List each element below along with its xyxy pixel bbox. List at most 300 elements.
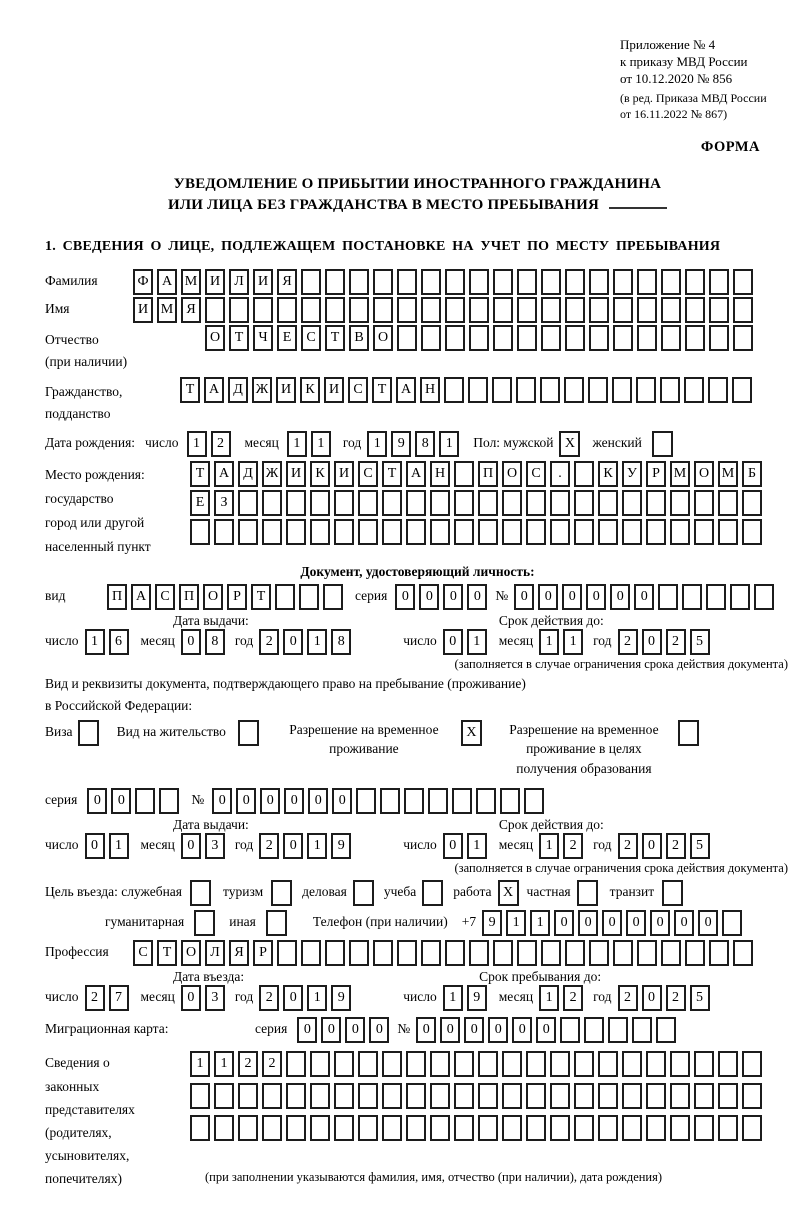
char-cell[interactable]: 6 — [109, 629, 129, 655]
char-cell[interactable]: 1 — [307, 985, 327, 1011]
char-cell[interactable] — [454, 461, 474, 487]
char-cell[interactable] — [550, 519, 570, 545]
char-cell[interactable]: Т — [190, 461, 210, 487]
char-cell[interactable] — [574, 490, 594, 516]
char-cell[interactable]: 0 — [538, 584, 558, 610]
char-cell[interactable] — [622, 490, 642, 516]
char-cell[interactable]: И — [324, 377, 344, 403]
char-cell[interactable] — [421, 269, 441, 295]
char-cell[interactable] — [742, 1083, 762, 1109]
char-cell[interactable] — [502, 519, 522, 545]
char-cell[interactable] — [286, 519, 306, 545]
char-cell[interactable] — [613, 940, 633, 966]
char-cell[interactable]: Т — [229, 325, 249, 351]
char-cell[interactable]: И — [205, 269, 225, 295]
purpose-tourism-checkbox[interactable] — [271, 880, 292, 906]
char-cell[interactable]: 2 — [666, 833, 686, 859]
char-cell[interactable]: Ж — [262, 461, 282, 487]
char-cell[interactable]: 0 — [443, 629, 463, 655]
char-cell[interactable] — [478, 519, 498, 545]
char-cell[interactable]: Т — [251, 584, 271, 610]
char-cell[interactable] — [469, 325, 489, 351]
char-cell[interactable]: 2 — [211, 431, 231, 457]
char-cell[interactable] — [517, 297, 537, 323]
char-cell[interactable] — [404, 788, 424, 814]
char-cell[interactable]: 2 — [259, 833, 279, 859]
char-cell[interactable] — [589, 325, 609, 351]
char-cell[interactable]: 2 — [666, 985, 686, 1011]
char-cell[interactable] — [500, 788, 520, 814]
char-cell[interactable]: 3 — [205, 985, 225, 1011]
char-cell[interactable]: 0 — [260, 788, 280, 814]
title-blank-underline[interactable] — [609, 195, 667, 209]
char-cell[interactable] — [709, 325, 729, 351]
char-cell[interactable] — [526, 519, 546, 545]
char-cell[interactable]: М — [718, 461, 738, 487]
char-cell[interactable] — [502, 1051, 522, 1077]
char-cell[interactable]: 0 — [416, 1017, 436, 1043]
char-cell[interactable] — [190, 1115, 210, 1141]
char-cell[interactable] — [646, 519, 666, 545]
char-cell[interactable]: 2 — [618, 629, 638, 655]
char-cell[interactable] — [310, 490, 330, 516]
char-cell[interactable]: 1 — [467, 629, 487, 655]
char-cell[interactable] — [733, 325, 753, 351]
char-cell[interactable] — [373, 297, 393, 323]
char-cell[interactable]: С — [526, 461, 546, 487]
char-cell[interactable] — [540, 377, 560, 403]
char-cell[interactable] — [598, 1115, 618, 1141]
char-cell[interactable]: 0 — [650, 910, 670, 936]
char-cell[interactable]: 5 — [690, 985, 710, 1011]
char-cell[interactable] — [135, 788, 155, 814]
char-cell[interactable]: 0 — [345, 1017, 365, 1043]
residence-permit-checkbox[interactable] — [238, 720, 259, 746]
char-cell[interactable]: О — [205, 325, 225, 351]
char-cell[interactable] — [190, 1083, 210, 1109]
char-cell[interactable] — [541, 940, 561, 966]
gender-female-checkbox[interactable] — [652, 431, 673, 457]
visa-checkbox[interactable] — [78, 720, 99, 746]
char-cell[interactable]: 8 — [415, 431, 435, 457]
char-cell[interactable] — [646, 1083, 666, 1109]
char-cell[interactable]: 0 — [578, 910, 598, 936]
char-cell[interactable]: А — [396, 377, 416, 403]
char-cell[interactable] — [310, 1083, 330, 1109]
char-cell[interactable] — [358, 490, 378, 516]
char-cell[interactable]: Я — [181, 297, 201, 323]
char-cell[interactable] — [564, 377, 584, 403]
char-cell[interactable] — [718, 1115, 738, 1141]
char-cell[interactable] — [214, 519, 234, 545]
char-cell[interactable]: 0 — [536, 1017, 556, 1043]
char-cell[interactable]: 0 — [85, 833, 105, 859]
char-cell[interactable]: 1 — [530, 910, 550, 936]
char-cell[interactable] — [709, 269, 729, 295]
char-cell[interactable]: 0 — [369, 1017, 389, 1043]
char-cell[interactable] — [492, 377, 512, 403]
char-cell[interactable]: О — [502, 461, 522, 487]
char-cell[interactable] — [406, 1083, 426, 1109]
char-cell[interactable]: С — [301, 325, 321, 351]
char-cell[interactable] — [622, 1083, 642, 1109]
char-cell[interactable]: А — [406, 461, 426, 487]
char-cell[interactable] — [380, 788, 400, 814]
char-cell[interactable]: Б — [742, 461, 762, 487]
char-cell[interactable] — [565, 940, 585, 966]
char-cell[interactable] — [325, 940, 345, 966]
char-cell[interactable]: 0 — [642, 629, 662, 655]
char-cell[interactable]: И — [276, 377, 296, 403]
purpose-other-checkbox[interactable] — [266, 910, 287, 936]
char-cell[interactable] — [706, 584, 726, 610]
char-cell[interactable] — [709, 297, 729, 323]
char-cell[interactable]: 2 — [259, 985, 279, 1011]
char-cell[interactable]: 2 — [563, 833, 583, 859]
char-cell[interactable] — [430, 519, 450, 545]
char-cell[interactable]: 1 — [506, 910, 526, 936]
char-cell[interactable] — [238, 519, 258, 545]
char-cell[interactable] — [732, 377, 752, 403]
char-cell[interactable] — [622, 1115, 642, 1141]
char-cell[interactable] — [694, 490, 714, 516]
char-cell[interactable]: И — [253, 269, 273, 295]
char-cell[interactable] — [637, 269, 657, 295]
char-cell[interactable] — [526, 1083, 546, 1109]
char-cell[interactable]: К — [310, 461, 330, 487]
char-cell[interactable] — [708, 377, 728, 403]
char-cell[interactable] — [661, 940, 681, 966]
char-cell[interactable] — [589, 269, 609, 295]
char-cell[interactable]: Т — [372, 377, 392, 403]
char-cell[interactable] — [159, 788, 179, 814]
char-cell[interactable] — [444, 377, 464, 403]
char-cell[interactable] — [428, 788, 448, 814]
char-cell[interactable]: 0 — [181, 985, 201, 1011]
char-cell[interactable] — [349, 297, 369, 323]
char-cell[interactable] — [718, 490, 738, 516]
char-cell[interactable] — [452, 788, 472, 814]
char-cell[interactable]: П — [179, 584, 199, 610]
char-cell[interactable]: 0 — [332, 788, 352, 814]
char-cell[interactable] — [565, 269, 585, 295]
char-cell[interactable] — [656, 1017, 676, 1043]
char-cell[interactable] — [277, 940, 297, 966]
char-cell[interactable] — [541, 269, 561, 295]
char-cell[interactable]: 0 — [284, 788, 304, 814]
char-cell[interactable]: А — [214, 461, 234, 487]
char-cell[interactable]: Е — [190, 490, 210, 516]
char-cell[interactable] — [358, 519, 378, 545]
char-cell[interactable]: 0 — [634, 584, 654, 610]
char-cell[interactable] — [526, 1115, 546, 1141]
char-cell[interactable]: 1 — [109, 833, 129, 859]
char-cell[interactable]: 9 — [391, 431, 411, 457]
char-cell[interactable] — [685, 297, 705, 323]
char-cell[interactable]: И — [286, 461, 306, 487]
char-cell[interactable]: 2 — [85, 985, 105, 1011]
char-cell[interactable]: 1 — [311, 431, 331, 457]
char-cell[interactable] — [684, 377, 704, 403]
char-cell[interactable] — [646, 1051, 666, 1077]
char-cell[interactable]: 8 — [331, 629, 351, 655]
char-cell[interactable]: М — [157, 297, 177, 323]
char-cell[interactable] — [238, 1115, 258, 1141]
char-cell[interactable] — [469, 269, 489, 295]
char-cell[interactable] — [478, 1115, 498, 1141]
char-cell[interactable]: К — [300, 377, 320, 403]
char-cell[interactable]: 1 — [187, 431, 207, 457]
char-cell[interactable]: Р — [227, 584, 247, 610]
char-cell[interactable] — [694, 519, 714, 545]
char-cell[interactable] — [205, 297, 225, 323]
char-cell[interactable]: 1 — [539, 629, 559, 655]
char-cell[interactable]: И — [334, 461, 354, 487]
char-cell[interactable]: 0 — [698, 910, 718, 936]
char-cell[interactable] — [286, 1115, 306, 1141]
char-cell[interactable]: С — [133, 940, 153, 966]
char-cell[interactable] — [493, 325, 513, 351]
char-cell[interactable]: 9 — [331, 833, 351, 859]
purpose-private-checkbox[interactable] — [577, 880, 598, 906]
char-cell[interactable] — [262, 490, 282, 516]
char-cell[interactable]: 0 — [440, 1017, 460, 1043]
char-cell[interactable]: Ж — [252, 377, 272, 403]
char-cell[interactable] — [454, 1115, 474, 1141]
char-cell[interactable] — [516, 377, 536, 403]
char-cell[interactable] — [742, 490, 762, 516]
char-cell[interactable] — [310, 1051, 330, 1077]
char-cell[interactable] — [214, 1083, 234, 1109]
char-cell[interactable]: М — [181, 269, 201, 295]
char-cell[interactable] — [622, 519, 642, 545]
char-cell[interactable] — [661, 325, 681, 351]
char-cell[interactable] — [275, 584, 295, 610]
char-cell[interactable] — [622, 1051, 642, 1077]
char-cell[interactable]: 2 — [618, 833, 638, 859]
char-cell[interactable]: 2 — [262, 1051, 282, 1077]
char-cell[interactable] — [636, 377, 656, 403]
char-cell[interactable]: 0 — [443, 584, 463, 610]
char-cell[interactable] — [517, 940, 537, 966]
char-cell[interactable]: Е — [277, 325, 297, 351]
char-cell[interactable] — [550, 490, 570, 516]
char-cell[interactable] — [349, 269, 369, 295]
char-cell[interactable] — [454, 1083, 474, 1109]
char-cell[interactable]: 9 — [331, 985, 351, 1011]
char-cell[interactable]: 1 — [439, 431, 459, 457]
char-cell[interactable]: О — [181, 940, 201, 966]
char-cell[interactable]: . — [550, 461, 570, 487]
char-cell[interactable] — [310, 1115, 330, 1141]
char-cell[interactable] — [670, 1115, 690, 1141]
char-cell[interactable]: 1 — [214, 1051, 234, 1077]
char-cell[interactable] — [397, 325, 417, 351]
char-cell[interactable]: З — [214, 490, 234, 516]
char-cell[interactable] — [733, 269, 753, 295]
char-cell[interactable]: 0 — [181, 833, 201, 859]
char-cell[interactable] — [430, 490, 450, 516]
char-cell[interactable]: К — [598, 461, 618, 487]
char-cell[interactable]: Н — [430, 461, 450, 487]
char-cell[interactable]: 0 — [602, 910, 622, 936]
char-cell[interactable]: 0 — [181, 629, 201, 655]
char-cell[interactable] — [637, 325, 657, 351]
char-cell[interactable] — [574, 1083, 594, 1109]
char-cell[interactable]: 1 — [467, 833, 487, 859]
char-cell[interactable]: 0 — [626, 910, 646, 936]
char-cell[interactable] — [598, 1083, 618, 1109]
char-cell[interactable] — [598, 519, 618, 545]
char-cell[interactable] — [598, 490, 618, 516]
char-cell[interactable]: Л — [229, 269, 249, 295]
char-cell[interactable]: 0 — [554, 910, 574, 936]
char-cell[interactable]: 0 — [297, 1017, 317, 1043]
char-cell[interactable] — [718, 1083, 738, 1109]
char-cell[interactable] — [682, 584, 702, 610]
char-cell[interactable] — [661, 297, 681, 323]
char-cell[interactable] — [754, 584, 774, 610]
char-cell[interactable]: А — [131, 584, 151, 610]
char-cell[interactable] — [694, 1115, 714, 1141]
char-cell[interactable]: Р — [646, 461, 666, 487]
char-cell[interactable] — [325, 297, 345, 323]
char-cell[interactable] — [550, 1115, 570, 1141]
char-cell[interactable]: 1 — [539, 985, 559, 1011]
char-cell[interactable]: 9 — [467, 985, 487, 1011]
char-cell[interactable] — [613, 325, 633, 351]
char-cell[interactable] — [445, 940, 465, 966]
char-cell[interactable]: Ф — [133, 269, 153, 295]
char-cell[interactable]: 0 — [674, 910, 694, 936]
char-cell[interactable]: 0 — [642, 833, 662, 859]
char-cell[interactable] — [253, 297, 273, 323]
char-cell[interactable]: С — [348, 377, 368, 403]
char-cell[interactable] — [733, 940, 753, 966]
char-cell[interactable] — [526, 490, 546, 516]
char-cell[interactable] — [598, 1051, 618, 1077]
char-cell[interactable] — [632, 1017, 652, 1043]
char-cell[interactable]: 0 — [464, 1017, 484, 1043]
char-cell[interactable] — [612, 377, 632, 403]
char-cell[interactable] — [718, 1051, 738, 1077]
char-cell[interactable] — [694, 1051, 714, 1077]
char-cell[interactable] — [670, 490, 690, 516]
char-cell[interactable]: П — [107, 584, 127, 610]
char-cell[interactable]: 1 — [190, 1051, 210, 1077]
char-cell[interactable]: 0 — [443, 833, 463, 859]
char-cell[interactable]: 0 — [467, 584, 487, 610]
char-cell[interactable]: 0 — [419, 584, 439, 610]
char-cell[interactable] — [358, 1115, 378, 1141]
char-cell[interactable] — [550, 1051, 570, 1077]
char-cell[interactable] — [742, 519, 762, 545]
char-cell[interactable]: 1 — [563, 629, 583, 655]
char-cell[interactable] — [493, 940, 513, 966]
char-cell[interactable] — [356, 788, 376, 814]
char-cell[interactable] — [373, 269, 393, 295]
char-cell[interactable] — [718, 519, 738, 545]
char-cell[interactable] — [286, 1083, 306, 1109]
char-cell[interactable]: 0 — [321, 1017, 341, 1043]
char-cell[interactable] — [550, 1083, 570, 1109]
char-cell[interactable] — [310, 519, 330, 545]
char-cell[interactable] — [589, 297, 609, 323]
char-cell[interactable] — [445, 297, 465, 323]
char-cell[interactable]: 0 — [283, 629, 303, 655]
char-cell[interactable] — [382, 490, 402, 516]
char-cell[interactable] — [685, 940, 705, 966]
char-cell[interactable]: 1 — [85, 629, 105, 655]
char-cell[interactable]: Т — [157, 940, 177, 966]
char-cell[interactable]: 5 — [690, 833, 710, 859]
char-cell[interactable]: 2 — [618, 985, 638, 1011]
char-cell[interactable] — [262, 1083, 282, 1109]
char-cell[interactable] — [658, 584, 678, 610]
char-cell[interactable] — [421, 297, 441, 323]
char-cell[interactable]: 0 — [512, 1017, 532, 1043]
char-cell[interactable]: 0 — [212, 788, 232, 814]
char-cell[interactable] — [670, 1051, 690, 1077]
char-cell[interactable] — [660, 377, 680, 403]
char-cell[interactable] — [406, 1051, 426, 1077]
char-cell[interactable] — [406, 1115, 426, 1141]
temp-residence-edu-checkbox[interactable] — [678, 720, 699, 746]
char-cell[interactable] — [608, 1017, 628, 1043]
char-cell[interactable]: 0 — [642, 985, 662, 1011]
char-cell[interactable] — [589, 940, 609, 966]
char-cell[interactable] — [358, 1083, 378, 1109]
char-cell[interactable] — [334, 519, 354, 545]
char-cell[interactable] — [358, 1051, 378, 1077]
char-cell[interactable] — [382, 519, 402, 545]
purpose-transit-checkbox[interactable] — [662, 880, 683, 906]
char-cell[interactable] — [406, 519, 426, 545]
char-cell[interactable] — [286, 1051, 306, 1077]
char-cell[interactable] — [325, 269, 345, 295]
char-cell[interactable] — [478, 1083, 498, 1109]
char-cell[interactable] — [397, 269, 417, 295]
char-cell[interactable] — [733, 297, 753, 323]
char-cell[interactable]: А — [157, 269, 177, 295]
char-cell[interactable]: У — [622, 461, 642, 487]
char-cell[interactable]: Л — [205, 940, 225, 966]
char-cell[interactable] — [421, 325, 441, 351]
char-cell[interactable]: Ч — [253, 325, 273, 351]
char-cell[interactable] — [722, 910, 742, 936]
char-cell[interactable] — [445, 269, 465, 295]
char-cell[interactable] — [421, 940, 441, 966]
char-cell[interactable]: 2 — [666, 629, 686, 655]
char-cell[interactable] — [565, 325, 585, 351]
char-cell[interactable]: 0 — [610, 584, 630, 610]
char-cell[interactable] — [229, 297, 249, 323]
char-cell[interactable] — [541, 297, 561, 323]
char-cell[interactable]: 1 — [443, 985, 463, 1011]
char-cell[interactable]: Т — [325, 325, 345, 351]
char-cell[interactable] — [524, 788, 544, 814]
char-cell[interactable] — [742, 1115, 762, 1141]
gender-male-checkbox[interactable]: X — [559, 431, 580, 457]
char-cell[interactable] — [334, 490, 354, 516]
char-cell[interactable] — [742, 1051, 762, 1077]
char-cell[interactable]: Д — [238, 461, 258, 487]
char-cell[interactable] — [637, 297, 657, 323]
char-cell[interactable]: 0 — [111, 788, 131, 814]
char-cell[interactable]: Т — [180, 377, 200, 403]
char-cell[interactable] — [373, 940, 393, 966]
char-cell[interactable] — [454, 490, 474, 516]
